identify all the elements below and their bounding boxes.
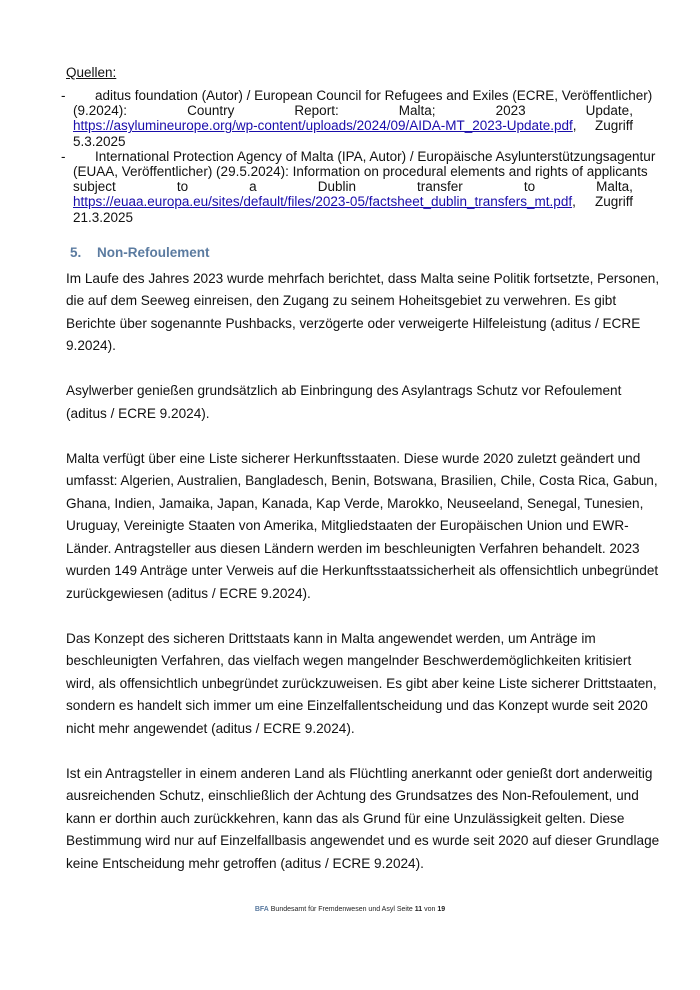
sources-heading: Quellen: bbox=[66, 65, 117, 80]
document-page bbox=[61, 64, 660, 898]
text-line: ausreichenden Schutz, einschließlich der Achtung des Grundsatzes des Non-Refoulement, und bbox=[66, 788, 639, 804]
text-line: Asylwerber genießen grundsätzlich ab Einbringung des Asylantrags Schutz vor Refoulement bbox=[66, 383, 622, 399]
url-wrap bbox=[73, 194, 576, 209]
paragraph bbox=[66, 763, 660, 876]
text-line: Ist ein Antragsteller in einem anderen Land als Flüchtling anerkannt oder genießt dort anderweitig bbox=[66, 765, 653, 781]
body-text bbox=[66, 268, 660, 876]
text-line: Im Laufe des Jahres 2023 wurde mehrfach berichtet, dass Malta seine Politik fortsetzte, Personen, bbox=[66, 270, 660, 286]
section-title: Non-Refoulement bbox=[97, 244, 210, 260]
access-date: 21.3.2025 bbox=[73, 209, 134, 225]
text-line: Ghana, Indien, Jamaika, Japan, Kanada, Kap Verde, Marokko, Neuseeland, Senegal, Tunesien, bbox=[66, 495, 644, 511]
text-line: keine Entscheidung mehr getroffen (aditus / ECRE 9.2024). bbox=[66, 855, 424, 871]
footer-page-number: 11 bbox=[414, 906, 423, 913]
paragraph bbox=[66, 268, 660, 358]
text-line: wird, als offensichtlich unbegründet zurückzuweisen. Es gibt aber keine Liste sicherer Drittstaaten, bbox=[66, 675, 657, 691]
paragraph bbox=[66, 628, 657, 741]
list-dash: - bbox=[61, 148, 66, 164]
source-line bbox=[66, 103, 633, 118]
text-line: Das Konzept des sicheren Drittstaats kann in Malta angewendet werden, um Anträge im bbox=[66, 630, 596, 646]
footer-page-total: 19 bbox=[437, 906, 446, 913]
source-line: (EUAA, Veröffentlicher) (29.5.2024): Information on procedural elements and rights of applicants bbox=[73, 164, 648, 180]
source-word: subject bbox=[73, 179, 116, 195]
page-footer bbox=[0, 906, 700, 913]
source-word: Country bbox=[187, 103, 235, 119]
source-word: Malta; bbox=[398, 103, 436, 119]
source-word: transfer bbox=[417, 179, 463, 195]
text-line: 9.2024). bbox=[66, 338, 116, 354]
text-line: Länder. Antragsteller aus diesen Ländern werden im beschleunigten Verfahren behandelt. 2023 bbox=[66, 540, 640, 556]
justified-line bbox=[73, 179, 633, 194]
source-word: Malta, bbox=[596, 179, 633, 195]
source-word: Update, bbox=[585, 103, 633, 119]
text-line: zurückgewiesen (aditus / ECRE 9.2024). bbox=[66, 585, 311, 601]
section-heading bbox=[70, 245, 633, 260]
footer-org-name: Bundesamt für Fremdenwesen und Asyl bbox=[270, 906, 395, 913]
list-dash: - bbox=[61, 88, 66, 103]
url-comma: , bbox=[572, 118, 577, 134]
text-line: Bestimmung wird nur auf Einzelfallbasis angewendet und es wurde seit 2020 auf dieser Grundlage bbox=[66, 833, 660, 849]
text-line: Malta verfügt über eine Liste sicherer Herkunftsstaaten. Diese wurde 2020 zuletzt geändert und bbox=[66, 450, 641, 466]
source-item bbox=[61, 88, 653, 149]
text-line: umfasst: Algerien, Australien, Bangladesch, Benin, Botswana, Brasilien, Chile, Costa Rica, Gabun, bbox=[66, 473, 658, 489]
text-line: sondern es handelt sich immer um eine Einzelfallentscheidung und das Konzept wurde seit 2020 bbox=[66, 698, 648, 714]
text-line: kann er dorthin auch zurückkehren, kann das als Grund für eine Unzulässigkeit gelten. Diese bbox=[66, 810, 625, 826]
source-word: to bbox=[523, 179, 536, 195]
paragraph bbox=[66, 380, 633, 425]
justified-line bbox=[73, 194, 633, 209]
source-word: a bbox=[249, 179, 257, 195]
url-wrap bbox=[73, 118, 577, 133]
source-link[interactable]: https://asylumineurope.org/wp-content/uploads/2024/09/AIDA-MT_2023-Update.pdf bbox=[73, 118, 573, 134]
text-line: beschleunigten Verfahren, das vielfach wegen mangelnder Beschwerdemöglichkeiten kritisiert bbox=[66, 653, 632, 669]
source-line bbox=[66, 179, 633, 194]
access-date: 5.3.2025 bbox=[73, 133, 126, 149]
access-label: Zugriff bbox=[594, 194, 633, 210]
source-word: Report: bbox=[294, 103, 339, 119]
source-word: to bbox=[176, 179, 189, 195]
source-url-line bbox=[66, 194, 633, 209]
source-url-line bbox=[66, 118, 633, 133]
text-line: (aditus / ECRE 9.2024). bbox=[66, 405, 210, 421]
section-number: 5. bbox=[70, 244, 82, 260]
text-line: Uruguay, Vereinigte Staaten von Amerika, Mitgliedstaaten der Europäischen Union und EWR- bbox=[66, 518, 629, 534]
source-word: (9.2024): bbox=[73, 103, 128, 119]
justified-line bbox=[73, 103, 633, 118]
source-line: aditus foundation (Autor) / European Council for Refugees and Exiles (ECRE, Veröffentlicher) bbox=[95, 88, 653, 103]
source-link[interactable]: https://euaa.europa.eu/sites/default/files/2023-05/factsheet_dublin_transfers_mt.pdf bbox=[73, 194, 573, 210]
text-line: die auf dem Seeweg einreisen, den Zugang zu seinem Hoheitsgebiet zu verwehren. Es gibt bbox=[66, 293, 617, 309]
text-line: nicht mehr angewendet (aditus / ECRE 9.2024). bbox=[66, 720, 355, 736]
footer-of-label: von bbox=[424, 906, 436, 913]
sources-list bbox=[61, 88, 656, 225]
source-item bbox=[61, 148, 656, 225]
footer-page-label: Seite bbox=[396, 906, 413, 913]
url-comma: , bbox=[572, 194, 576, 210]
paragraph bbox=[66, 448, 659, 606]
footer-org-short: BFA bbox=[254, 906, 269, 913]
access-label: Zugriff bbox=[594, 118, 633, 134]
justified-line bbox=[73, 118, 633, 133]
source-line: International Protection Agency of Malta (IPA, Autor) / Europäische Asylunterstützungsagentur bbox=[95, 148, 656, 164]
source-word: 2023 bbox=[495, 103, 526, 119]
source-word: Dublin bbox=[317, 179, 356, 195]
text-line: wurden 149 Anträge unter Verweis auf die Herkunftsstaatssicherheit als offensichtlich unbegründet bbox=[66, 563, 659, 579]
text-line: Berichte über sogenannte Pushbacks, verzögerte oder verweigerte Hilfeleistung (aditus / ECRE bbox=[66, 315, 641, 331]
